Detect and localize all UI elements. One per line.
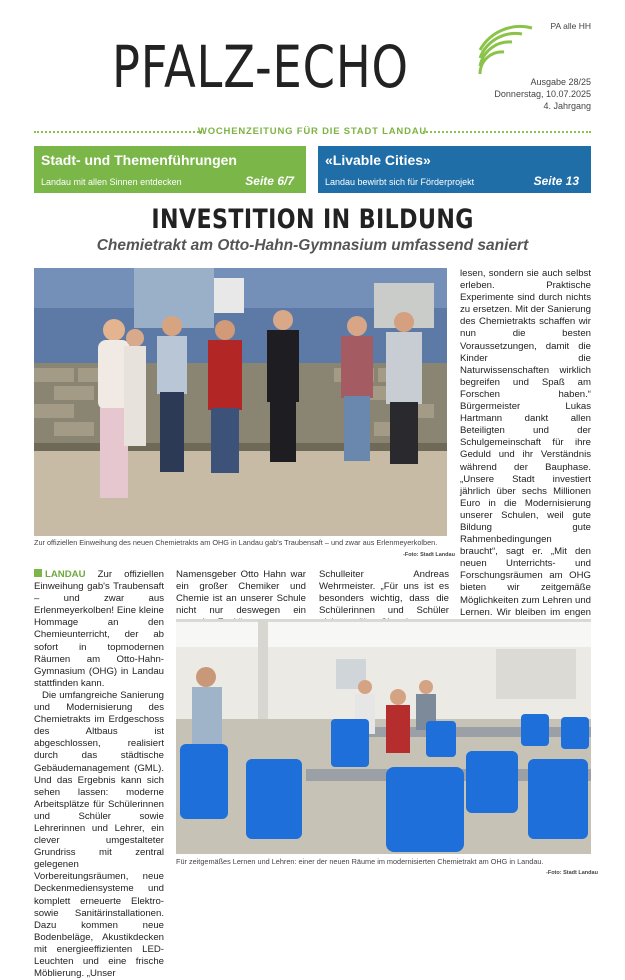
inauguration-photo (34, 268, 447, 536)
tagline-row (34, 126, 591, 138)
photo1-caption: Zur offiziellen Einweihung des neuen Chemietrakts am OHG in Landau gab's Traubensaft – und zwar aus Erlenmeyerkolben. (34, 538, 438, 547)
headline-text: INVESTITION IN BILDUNG (151, 204, 474, 235)
teaser-title: Stadt- und Themenführungen (41, 152, 237, 168)
inauguration-photo-image (34, 268, 447, 536)
article-column-1 (34, 569, 164, 980)
teaser-page: Seite 6/7 (245, 174, 294, 188)
issue-date: Donnerstag, 10.07.2025 (494, 89, 591, 99)
tagline: WOCHENZEITUNG FÜR DIE STADT LANDAU (197, 126, 428, 137)
dotted-rule (423, 131, 591, 133)
teaser-livable-cities[interactable] (318, 146, 591, 193)
issue-info (494, 76, 591, 112)
classroom-photo (176, 619, 591, 854)
article-column-3: Schulleiter Andreas Wehrmeister. „Für uns ist es besonders wichtig, dass die Schülerinnen und Schüler (319, 569, 449, 617)
photo2-credit: -Foto: Stadt Landau (546, 870, 598, 876)
teaser-title: «Livable Cities» (325, 152, 431, 168)
issue-number: Ausgabe 28/25 (530, 77, 591, 87)
article-column-2: Namensgeber Otto Hahn war ein großer Chemiker und Chemie ist an unserer Schule nicht nur deswegen ein (176, 569, 306, 617)
newspaper-title: PFALZ-ECHO (112, 33, 409, 101)
article-lead: Zur offiziellen Einweihung gab's Traubensaft – und zwar aus Erlenmeyerkolben! Eine kleine Hommage an den Chemieunterricht, der ab sofort in topmodernen Räumen am Otto-Hahn-Gymnasium (OHG) in Landau stattfinden kann. (34, 569, 164, 689)
article-subheadline: Chemietrakt am Otto-Hahn-Gymnasium umfassend saniert (96, 237, 529, 254)
signal-waves-icon (474, 22, 544, 82)
article-headline (0, 204, 625, 235)
photo1-credit: -Foto: Stadt Landau (403, 552, 455, 558)
classroom-photo-image (176, 619, 591, 854)
edition-label: PA alle HH (550, 21, 591, 31)
teaser-subtitle: Landau bewirbt sich für Förderprojekt (325, 177, 475, 187)
kicker-square-icon (34, 569, 42, 577)
teaser-stadtfuehrungen[interactable] (34, 146, 306, 193)
teaser-page: Seite 13 (533, 174, 579, 188)
photo2-caption: Für zeitgemäßes Lernen und Lehren: einer der neuen Räume im modernisierten Chemietrakt am OHG in Landau. (176, 857, 544, 866)
masthead (112, 33, 492, 118)
issue-volume: 4. Jahrgang (543, 101, 591, 111)
article-kicker: LANDAU (45, 569, 86, 580)
article-paragraph-2: Die umfangreiche Sanierung und Modernisierung des Chemietrakts im Erdgeschoss des Altbaus ist abgeschlossen, realisiert durch das städtische Gebäudemanagement (GML). Und das Ergebnis kann sich sehen lassen: moderne Arbeitsplätze für Schülerinnen und Schüler sowie Lehrerinnen und Lehrer, ein clever umgestalteter Grundriss mit zentral gelegenen Vorbereitungsräumen, neue Deckenmediensysteme und komplett erneuerte Elektro- sowie Sanitärinstallationen. Dazu kommen neue Bodenbeläge, Akustikdecken mit energieeffizienten LED-Leuchten und eine frische Möblierung. „Unser (34, 689, 164, 980)
article-paragraph-1 (34, 569, 164, 690)
teaser-subtitle: Landau mit allen Sinnen entdecken (41, 177, 182, 187)
article-column-4: lesen, sondern sie auch selbst erleben. Praktische Experimente sind durch nichts zu ersetzen. Mit der Sanierung des Chemietrakts schaffen wir nun die besten Voraussetzungen, damit die Kinder die Naturwissenschaften wirklich begreifen und Spaß am Forschen haben.“ Bürgermeister Lukas Hartmann dankt allen Beteiligten und der Schulgemeinschaft für ihre Geduld und ihr Verständnis während der Bauphase. „Unsere Stadt investiert jährlich über sechs Millionen Euro in die Modernisierung unserer Schulen, weil gute Bildung gute Rahmenbedingungen braucht“, sagt er. „Mit den neuen Unterrichts- und Forschungsräumen am OHG bieten wir zeitgemäße Möglichkeiten zum Lehren und Lernen. Wir bleiben im engen (460, 268, 591, 618)
